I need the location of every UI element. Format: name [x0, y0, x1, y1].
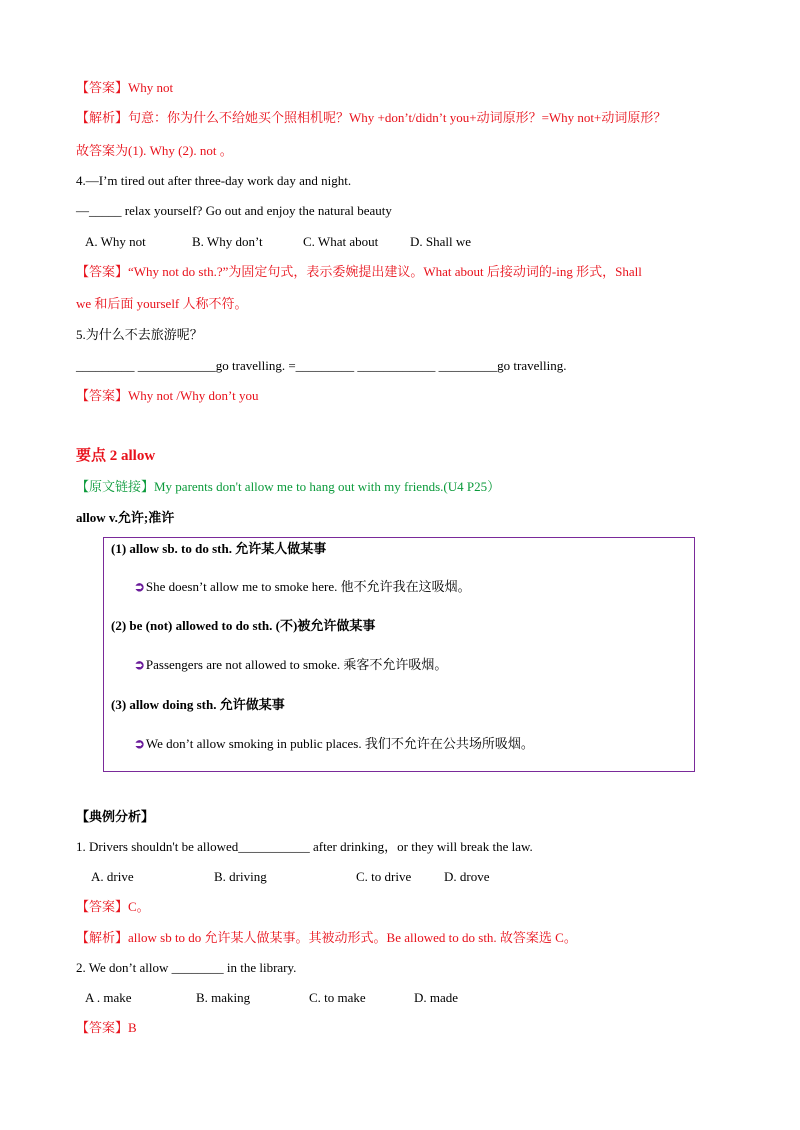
q3-analysis-line1: 【解析】句意：你为什么不给她买个照相机呢？Why +don’t/didn’t you+动词原形？=Why not+动词原形？: [76, 110, 667, 125]
example1-option-b: B. driving: [214, 869, 267, 884]
example1-analysis: 【解析】allow sb to do 允许某人做某事。其被动形式。Be allowed to do sth. 故答案选 C。: [76, 930, 577, 945]
example1-option-c: C. to drive: [356, 869, 412, 884]
q4-option-c: C. What about: [303, 234, 379, 249]
q4-option-d: D. Shall we: [410, 234, 472, 249]
q4-answer-line1: 【答案】“Why not do sth.?”为固定句式，表示委婉提出建议。What about 后接动词的-ing 形式，Shall: [76, 264, 642, 279]
q4-option-a: A. Why not: [85, 234, 146, 249]
q4-option-b: B. Why don’t: [192, 234, 263, 249]
example1-option-a: A. drive: [91, 869, 134, 884]
examples-heading: 【典例分析】: [76, 809, 155, 824]
example2-option-d: D. made: [414, 990, 459, 1005]
point2-definition: allow v.允许;准许: [76, 510, 175, 525]
usage-example-3-text: We don’t allow smoking in public places. 我们不允许在公共场所吸烟。: [145, 736, 534, 751]
example2-option-a: A . make: [85, 990, 132, 1005]
example2-option-c: C. to make: [309, 990, 366, 1005]
example1-option-d: D. drove: [444, 869, 490, 884]
point2-source-link: 【原文链接】My parents don't allow me to hang out with my friends.(U4 P25）: [76, 479, 501, 494]
example2-answer: 【答案】B: [76, 1020, 137, 1035]
example2-option-b: B. making: [196, 990, 251, 1005]
usage-example-2-text: Passengers are not allowed to smoke. 乘客不允许吸烟。: [145, 657, 448, 672]
q5-blanks: _________ ____________go travelling. =_________ ____________ _________go travelling.: [76, 358, 567, 373]
example2-stem: 2. We don’t allow ________ in the library.: [76, 960, 297, 975]
example1-answer: 【答案】C。: [76, 899, 150, 914]
point2-heading: 要点 2 allow: [76, 448, 156, 464]
usage-example-1-text: She doesn’t allow me to smoke here. 他不允许我在这吸烟。: [145, 579, 471, 594]
arrow-icon: ➲: [134, 657, 145, 672]
q4-stem: 4.—I’m tired out after three-day work day and night.: [76, 173, 352, 188]
q4-stem-line2: —_____ relax yourself? Go out and enjoy the natural beauty: [76, 203, 392, 218]
usage-example-2: [134, 656, 447, 674]
arrow-icon: ➲: [134, 736, 145, 751]
q3-answer: 【答案】Why not: [76, 80, 174, 95]
usage-rule-2: (2) be (not) allowed to do sth. (不)被允许做某事: [111, 618, 376, 633]
example1-stem: 1. Drivers shouldn't be allowed___________ after drinking，or they will break the law.: [76, 839, 533, 854]
q5-stem: 5.为什么不去旅游呢？: [76, 327, 203, 342]
q4-answer-line2: we 和后面 yourself 人称不符。: [76, 296, 248, 311]
q3-analysis-line2: 故答案为(1). Why (2). not 。: [76, 143, 233, 158]
usage-example-1: [134, 578, 471, 596]
q5-answer: 【答案】Why not /Why don’t you: [76, 388, 259, 403]
usage-rule-3: (3) allow doing sth. 允许做某事: [111, 697, 285, 712]
usage-example-3: [134, 735, 534, 753]
arrow-icon: ➲: [134, 579, 145, 594]
usage-rule-1: (1) allow sb. to do sth. 允许某人做某事: [111, 541, 327, 556]
